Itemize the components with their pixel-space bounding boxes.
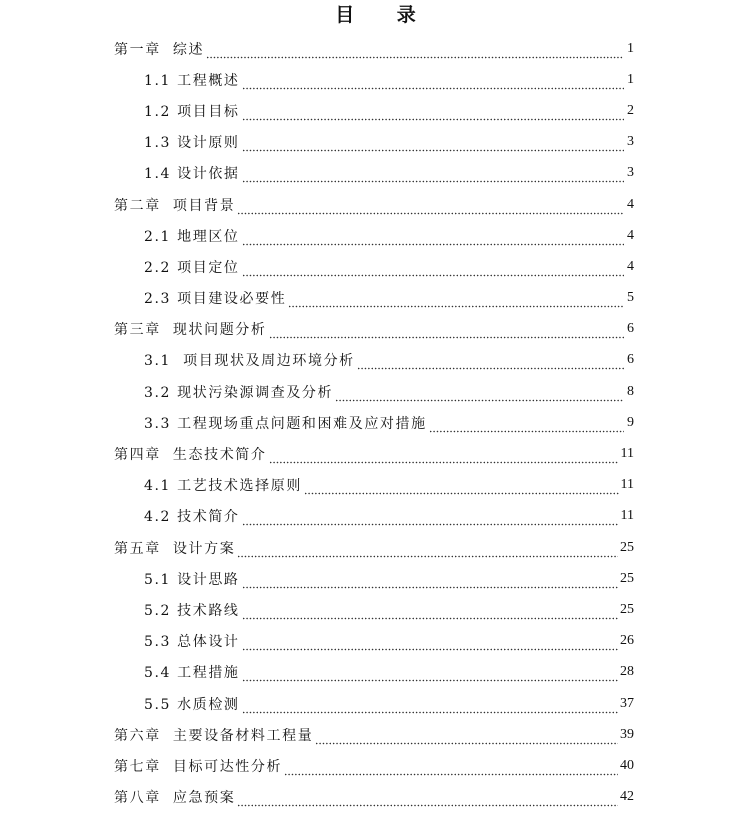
dot-leader	[237, 544, 618, 558]
toc-entry-page: 6	[627, 352, 634, 368]
toc-entry-page: 6	[627, 321, 634, 337]
toc-entry[interactable]	[0, 314, 751, 345]
toc-entry-page: 25	[620, 570, 634, 586]
toc-entry-page: 8	[627, 383, 634, 399]
toc-entry-label: 第四章 生态技术简介	[114, 447, 267, 464]
toc-entry-page: 25	[620, 539, 634, 555]
dot-leader	[357, 356, 624, 370]
toc-entry-label: 第二章 项目背景	[114, 197, 236, 214]
dot-leader	[284, 762, 618, 776]
dot-leader	[242, 169, 624, 183]
dot-leader	[315, 731, 618, 745]
dot-leader	[242, 637, 618, 651]
toc-entry[interactable]	[0, 95, 751, 126]
toc-entry[interactable]	[0, 407, 751, 438]
toc-entry[interactable]	[0, 251, 751, 282]
toc-entry-label: 第七章 目标可达性分析	[114, 758, 283, 775]
toc-entry-label: 第六章 主要设备材料工程量	[114, 727, 314, 744]
table-of-contents	[0, 33, 751, 813]
toc-entry[interactable]	[0, 189, 751, 220]
toc-entry-page: 4	[627, 227, 634, 243]
dot-leader	[242, 76, 624, 90]
toc-entry-page: 2	[627, 102, 634, 118]
dot-leader	[237, 201, 624, 215]
toc-entry[interactable]	[0, 345, 751, 376]
toc-entry[interactable]	[0, 220, 751, 251]
toc-entry-page: 9	[627, 414, 634, 430]
dot-leader	[304, 481, 619, 495]
dot-leader	[237, 793, 618, 807]
toc-entry[interactable]	[0, 782, 751, 813]
toc-entry[interactable]	[0, 127, 751, 158]
toc-entry[interactable]	[0, 594, 751, 625]
dot-leader	[269, 450, 619, 464]
dot-leader	[429, 419, 624, 433]
toc-entry-label: 5.3 总体设计	[144, 634, 240, 651]
dot-leader	[242, 232, 624, 246]
dot-leader	[242, 606, 618, 620]
toc-entry[interactable]	[0, 376, 751, 407]
toc-entry-label: 4.2 技术简介	[144, 509, 240, 526]
toc-entry-label: 5.1 设计思路	[144, 571, 240, 588]
toc-title: 目 录	[335, 4, 434, 26]
toc-entry-page: 40	[620, 757, 634, 773]
toc-entry-label: 2.1 地理区位	[144, 228, 240, 245]
toc-entry[interactable]	[0, 688, 751, 719]
toc-entry-page: 28	[620, 664, 634, 680]
toc-entry[interactable]	[0, 719, 751, 750]
dot-leader	[242, 512, 619, 526]
dot-leader	[242, 138, 624, 152]
toc-entry[interactable]	[0, 158, 751, 189]
dot-leader	[242, 263, 624, 277]
toc-entry-label: 2.2 项目定位	[144, 259, 240, 276]
toc-entry-label: 5.5 水质检测	[144, 696, 240, 713]
toc-entry[interactable]	[0, 563, 751, 594]
toc-entry-page: 42	[620, 789, 634, 805]
dot-leader	[335, 388, 624, 402]
toc-entry-page: 39	[620, 726, 634, 742]
toc-entry[interactable]	[0, 283, 751, 314]
dot-leader	[269, 325, 625, 339]
toc-entry-label: 1.3 设计原则	[144, 135, 240, 152]
toc-entry-label: 第一章 综述	[114, 41, 205, 58]
toc-entry-page: 4	[627, 258, 634, 274]
toc-entry-page: 1	[627, 40, 634, 56]
toc-entry[interactable]	[0, 657, 751, 688]
toc-entry-label: 5.2 技术路线	[144, 602, 240, 619]
toc-entry-label: 1.1 工程概述	[144, 72, 240, 89]
toc-entry-page: 3	[627, 165, 634, 181]
toc-entry[interactable]	[0, 750, 751, 781]
toc-entry-label: 第八章 应急预案	[114, 790, 236, 807]
dot-leader	[242, 700, 618, 714]
toc-entry-label: 第五章 设计方案	[114, 540, 236, 557]
dot-leader	[242, 107, 624, 121]
toc-entry-label: 2.3 项目建设必要性	[144, 291, 287, 308]
toc-entry-label: 3.1 项目现状及周边环境分析	[144, 353, 355, 370]
toc-entry-label: 3.2 现状污染源调查及分析	[144, 384, 334, 401]
dot-leader	[288, 294, 624, 308]
toc-entry-label: 3.3 工程现场重点问题和困难及应对措施	[144, 415, 427, 432]
toc-entry-page: 11	[620, 508, 634, 524]
toc-entry-page: 11	[620, 446, 634, 462]
toc-entry-page: 1	[627, 71, 634, 87]
dot-leader	[206, 45, 624, 59]
toc-entry-page: 25	[620, 601, 634, 617]
toc-entry-label: 1.4 设计依据	[144, 166, 240, 183]
toc-entry-label: 第三章 现状问题分析	[114, 322, 267, 339]
toc-entry-label: 5.4 工程措施	[144, 665, 240, 682]
toc-entry-label: 4.1 工艺技术选择原则	[144, 478, 302, 495]
toc-entry[interactable]	[0, 64, 751, 95]
toc-entry[interactable]	[0, 501, 751, 532]
toc-entry-label: 1.2 项目目标	[144, 103, 240, 120]
dot-leader	[242, 668, 618, 682]
toc-entry-page: 4	[627, 196, 634, 212]
toc-entry[interactable]	[0, 532, 751, 563]
toc-entry-page: 37	[620, 695, 634, 711]
toc-entry[interactable]	[0, 470, 751, 501]
toc-entry[interactable]	[0, 33, 751, 64]
toc-entry-page: 3	[627, 134, 634, 150]
toc-entry[interactable]	[0, 438, 751, 469]
dot-leader	[242, 575, 618, 589]
toc-entry-page: 5	[627, 290, 634, 306]
toc-entry[interactable]	[0, 626, 751, 657]
toc-entry-page: 11	[620, 477, 634, 493]
toc-entry-page: 26	[620, 633, 634, 649]
